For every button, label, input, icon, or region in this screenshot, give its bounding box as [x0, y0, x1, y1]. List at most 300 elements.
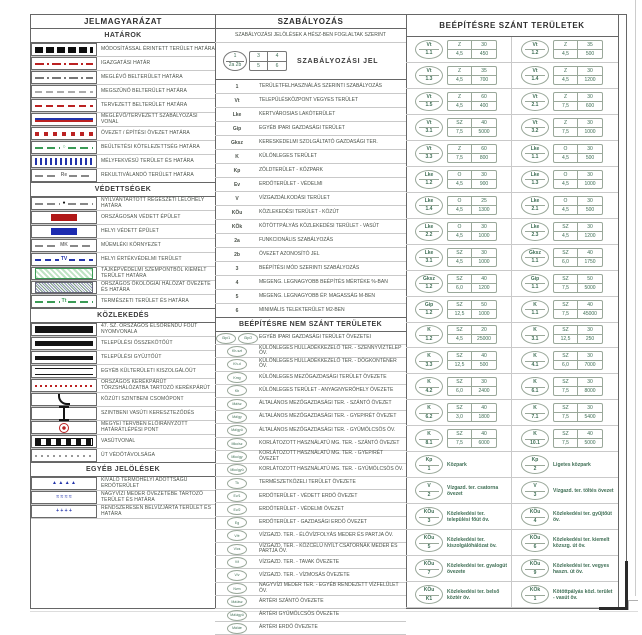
legend-row — [31, 351, 215, 365]
zoning-plot-size: 250 — [585, 336, 595, 343]
regulation-sign-label: SZABÁLYOZÁSI JEL — [297, 57, 379, 65]
zoning-plot-size: 5000 — [584, 284, 596, 291]
zone-sign: Má/gy — [227, 412, 247, 423]
legend-row-label: 47. SZ. ORSZÁGOS ELSŐRENDŰ FŐÚT NYOMVONALA — [101, 323, 198, 335]
legend-row — [31, 113, 215, 127]
non-buildable-list — [215, 332, 406, 635]
legend-symbol — [35, 228, 93, 235]
zoning-sign-cell — [406, 141, 512, 166]
zoning-sign — [521, 118, 549, 137]
zoning-sign-label: Közlekedési ter. gyalogút övezete — [447, 562, 508, 575]
zoning-parameter-box — [553, 351, 603, 370]
zoning-sign — [521, 40, 549, 59]
zone-legend-label: VÍZGAZD. TER. - ÉLŐVÍZFOLYÁS MEDER ÉS PARTJA ÖV. — [259, 532, 394, 539]
zoning-sign — [415, 351, 443, 370]
legend-row — [31, 197, 215, 211]
zoning-sign-code: Lke — [424, 171, 434, 178]
zoning-plot-size: 2400 — [478, 388, 490, 395]
zoning-parameter-box — [553, 170, 603, 189]
regulation-code: Vt — [234, 97, 240, 104]
zoning-row — [406, 219, 618, 245]
symbol-text: TV — [60, 256, 68, 262]
zoning-plot-size: 600 — [585, 102, 595, 109]
zoning-mode: Z — [448, 93, 472, 102]
zone-sign: Kh-szt — [227, 346, 247, 357]
sign-grid-cell: 6 — [275, 63, 279, 69]
zoning-height: 7,5 — [554, 387, 578, 395]
sign-circle-bottom: 2a 2b — [228, 62, 242, 68]
symbol-line — [35, 326, 93, 333]
legend-symbol — [35, 63, 93, 65]
zoning-sign-number: 4.2 — [425, 387, 433, 394]
zoning-parameter-box — [447, 325, 497, 344]
zoning-mode: O — [554, 197, 578, 206]
zoning-sign-code: V — [533, 483, 537, 490]
zoning-sign-number: 2.1 — [531, 206, 539, 213]
zoning-sign-code: Gip — [530, 275, 540, 282]
zoning-coverage: 40 — [472, 275, 496, 284]
symbol-line — [35, 158, 93, 165]
regulation-code-row — [215, 248, 406, 262]
zoning-sign — [521, 92, 549, 111]
zone-sign: Má/sz — [227, 399, 247, 410]
zoning-sign-code: K — [427, 379, 431, 386]
legend-symbol — [35, 91, 93, 93]
zone-sign: Tk — [227, 478, 247, 489]
legend-symbol — [35, 481, 93, 486]
zoning-sign — [521, 351, 549, 370]
legend-row-label: MEGYEI TERVBEN ELŐIRÁNYZOTT HATÁRÁTLÉPÉSI PONT — [101, 421, 188, 433]
zoning-sign-cell — [406, 115, 512, 140]
legend-symbol — [35, 385, 93, 387]
legend-row-label: NYILVÁNTARTOTT RÉGÉSZETI LELŐHELY HATÁRA — [101, 197, 205, 209]
zone-legend-row — [215, 398, 406, 411]
zoning-sign-cell — [512, 219, 618, 244]
symbol-line — [35, 268, 93, 279]
legend-row-label: TELEPÜLÉSI GYŰJTŐÚT — [101, 353, 162, 360]
zoning-mode: Z — [554, 93, 578, 102]
symbol-cell — [31, 57, 97, 70]
sign-circle-top: 1 — [233, 53, 237, 59]
legend-row — [31, 477, 215, 491]
zoning-sign-cell — [406, 504, 512, 529]
zoning-sign-number: 1.2 — [425, 310, 433, 317]
zoning-coverage: 30 — [472, 41, 496, 50]
zoning-parameter-box — [553, 40, 603, 59]
legend-row — [31, 169, 215, 183]
legend-symbol — [35, 495, 93, 500]
zoning-sign-label: Ligetes közpark — [553, 461, 591, 468]
page-corner-mark — [628, 600, 638, 610]
zoning-sign-code: K — [533, 301, 537, 308]
zoning-parameter-box — [447, 274, 497, 293]
legend-row — [31, 435, 215, 449]
symbol-cell — [31, 491, 97, 504]
zoning-parameter-box — [553, 196, 603, 215]
zone-sign-cell — [215, 623, 259, 634]
zoning-sign-label: Közlekedési ter. települési főút öv. — [447, 510, 490, 523]
zoning-sign-code: K — [427, 431, 431, 438]
zoning-sign-number: 6 — [533, 543, 537, 550]
sign-grid-cell: 3 — [250, 52, 268, 62]
regulation-code-label: ERDŐTERÜLET - VÉDELMI — [259, 180, 323, 187]
zone-sign-cell — [215, 491, 259, 502]
symbol-line — [35, 282, 93, 293]
zone-sign-cell — [215, 399, 259, 410]
zoning-sign-code: KÖu — [423, 535, 435, 542]
zone-legend-label: ÁLTALÁNOS MEZŐGAZDASÁGI TER. - SZÁNTÓ ÖVEZET — [259, 400, 392, 407]
regulation-column — [215, 15, 407, 631]
regulation-code-row — [215, 276, 406, 290]
zoning-height: 4,5 — [448, 232, 472, 240]
zoning-sign-cell — [406, 478, 512, 503]
legend-row-label: MÉLYFEKVÉSŰ TERÜLET ÉS HATÁRA — [101, 157, 194, 164]
zoning-mode: O — [448, 197, 472, 206]
zoning-sign — [521, 274, 549, 293]
symbol-line — [35, 245, 58, 247]
zoning-sign-number: 1 — [427, 465, 431, 472]
zone-sign: Má/gyü — [227, 425, 247, 436]
legend-row-label: NAGYVÍZI MEDER ÖVEZETÉBE TARTOZÓ TERÜLET ÉS HATÁRA — [101, 491, 204, 503]
legend-row-label: MEGSZŰNŐ BELTERÜLET HATÁRA — [101, 87, 187, 94]
zoning-plot-size: 700 — [479, 76, 489, 83]
zoning-coverage: 30 — [578, 223, 602, 232]
zone-legend-row — [215, 385, 406, 398]
zoning-sign — [415, 40, 443, 59]
legend-row — [31, 127, 215, 141]
zoning-sign — [415, 144, 443, 163]
zoning-sign-code: Lke — [424, 197, 434, 204]
zone-sign-cell — [215, 610, 259, 621]
legend-table — [30, 14, 627, 631]
zoning-height: 4,5 — [448, 102, 472, 110]
zoning-sign-code: Lke — [530, 171, 540, 178]
zoning-sign-cell — [512, 297, 618, 322]
zoning-height: 7,5 — [448, 128, 472, 136]
symbol-line — [68, 147, 93, 149]
regulation-code-row — [215, 150, 406, 164]
zone-sign-cell — [215, 438, 259, 449]
regulation-code-label: MEGENG. LEGNAGYOBB ÉP. MAGASSÁG M-BEN — [259, 292, 376, 299]
zoning-sign-code: Gip — [424, 301, 434, 308]
zoning-row — [406, 115, 618, 141]
zoning-sign-label: Kötöttpályás közl. terület - vasút öv. — [553, 588, 613, 601]
zoning-plot-size: 400 — [479, 102, 489, 109]
legend-row — [31, 365, 215, 379]
legend-row — [31, 449, 215, 463]
buildable-header: BEÉPÍTÉSRE SZÁNT TERÜLETEK — [406, 15, 618, 37]
symbol-cell — [31, 435, 97, 448]
regulation-code-row — [215, 206, 406, 220]
zoning-sign — [415, 403, 443, 422]
symbol-line — [35, 63, 93, 65]
zoning-sign-cell — [406, 530, 512, 555]
legend-symbol — [35, 282, 93, 293]
zoning-mode: SZ — [448, 326, 472, 335]
zoning-plot-size: 800 — [479, 154, 489, 161]
zoning-sign — [521, 144, 549, 163]
zoning-sign — [521, 325, 549, 344]
legend-row — [31, 71, 215, 85]
regulation-code: Gksz — [231, 139, 243, 146]
zoning-sign-number: 1.4 — [531, 76, 539, 83]
symbol-cell — [31, 169, 97, 182]
zoning-mode: Z — [554, 119, 578, 128]
legend-row-label: BEÜLTETÉSI KÖTELEZETTSÉG HATÁRA — [101, 143, 200, 150]
zone-legend-label: KÜLÖNLEGES HULLADÉKKEZELŐ TER. - DÖGKONTÉNER ÖV. — [259, 357, 397, 370]
regulation-code-label: TERÜLETFELHASZNÁLÁS SZERINTI SZABÁLYOZÁS — [259, 82, 382, 89]
sign-circle — [223, 51, 247, 71]
zoning-coverage: 40 — [472, 404, 496, 413]
zoning-sign — [415, 300, 443, 319]
zone-legend-row — [215, 451, 406, 464]
zoning-sign-code: Lke — [530, 197, 540, 204]
zoning-sign — [415, 481, 443, 500]
legend-row — [31, 379, 215, 393]
symbol-line — [35, 147, 60, 149]
zone-legend-label: ÁRTÉRI GYÜMÖLCSÖS ÖVEZETE — [259, 611, 340, 618]
non-buildable-header: BEÉPÍTÉSRE NEM SZÁNT TERÜLETEK — [215, 317, 406, 332]
zoning-height: 4,5 — [448, 76, 472, 84]
regulation-code-row — [215, 108, 406, 122]
zoning-sign-cell — [512, 374, 618, 399]
zoning-sign-cell — [406, 89, 512, 114]
zoning-sign-code: K — [427, 353, 431, 360]
zoning-mode: SZ — [554, 249, 578, 258]
regulation-code: Kp — [233, 167, 241, 174]
zoning-sign-label: Közlekedési ter. belső köztér öv. — [447, 588, 500, 601]
zoning-row — [406, 323, 618, 349]
symbol-cell — [31, 323, 97, 336]
zoning-sign-cell — [406, 167, 512, 192]
zoning-sign-number: 1.5 — [425, 102, 433, 109]
legend-row-label: MEGLÉVŐ/TERVEZETT SZABÁLYOZÁSI VONAL — [101, 113, 198, 125]
zone-sign-cell — [215, 385, 259, 396]
zone-legend-label: EGYÉB IPARI GAZDASÁGI TERÜLET ÖVEZETEI — [259, 334, 371, 341]
zoning-sign-cell — [512, 504, 618, 529]
zoning-height: 7,5 — [554, 102, 578, 110]
zoning-plot-size: 5000 — [584, 440, 596, 447]
zone-sign: Mko/sz — [227, 438, 247, 449]
zoning-sign-number: 1.3 — [531, 180, 539, 187]
legend-row-label: HELYI VÉDETT ÉPÜLET — [101, 227, 159, 234]
zoning-coverage: 50 — [578, 275, 602, 284]
zoning-coverage: 30 — [578, 171, 602, 180]
zoning-sign-code: K — [533, 353, 537, 360]
zoning-sign-code: KÖu — [423, 587, 435, 594]
zoning-height: 12,5 — [554, 335, 578, 343]
zoning-sign-number: 7 — [427, 569, 431, 576]
zoning-sign-code: K — [533, 379, 537, 386]
legend-row — [31, 505, 215, 519]
zoning-mode: O — [554, 171, 578, 180]
regulation-code-row — [215, 262, 406, 276]
zoning-mode: SZ — [554, 223, 578, 232]
symbol-cell — [31, 239, 97, 252]
zoning-plot-size: 45000 — [583, 310, 597, 317]
zone-sign-cell — [215, 530, 259, 541]
zoning-sign — [415, 66, 443, 85]
symbol-line — [35, 132, 93, 136]
zoning-coverage: 40 — [472, 430, 496, 439]
zoning-coverage: 30 — [578, 326, 602, 335]
zoning-sign-number: 1.1 — [531, 284, 539, 291]
regulation-code-label: MINIMÁLIS TELEKTERÜLET M2-BEN — [259, 306, 345, 313]
zoning-mode: O — [554, 145, 578, 154]
legend-row-label: MEGLÉVŐ BELTERÜLET HATÁRA — [101, 73, 183, 80]
legend-row-label: TERVEZETT BELTERÜLET HATÁRA — [101, 101, 188, 108]
zoning-sign-cell — [406, 582, 512, 607]
zoning-mode: Z — [554, 41, 578, 50]
symbol-line — [58, 394, 70, 405]
zoning-sign-cell — [406, 37, 512, 62]
zoning-sign-number: 1.1 — [425, 50, 433, 57]
zoning-coverage: 30 — [578, 378, 602, 387]
zoning-sign-code: Vt — [426, 67, 432, 74]
zoning-mode: SZ — [448, 352, 472, 361]
regulation-code: K — [235, 153, 239, 160]
zone-legend-row — [215, 464, 406, 477]
zoning-mode: SZ — [554, 378, 578, 387]
zoning-mode: Z — [554, 67, 578, 76]
zone-legend-label: ÁLTALÁNOS MEZŐGAZDASÁGI TER. - GYÜMÖLCSÖS ÖV. — [259, 426, 396, 433]
zoning-row — [406, 556, 618, 582]
zoning-mode: SZ — [448, 404, 472, 413]
zone-legend-row — [215, 569, 406, 582]
zoning-sign-cell — [512, 400, 618, 425]
legend-symbol — [35, 299, 93, 304]
regulation-code-label: FUNKCIONÁLIS SZABÁLYOZÁS — [259, 236, 334, 243]
zoning-sign-code: Vt — [426, 119, 432, 126]
zoning-sign-cell — [512, 63, 618, 88]
zone-legend-row — [215, 517, 406, 530]
zoning-sign-number: 6.2 — [425, 413, 433, 420]
zoning-sign-cell — [406, 245, 512, 270]
section-header: EGYÉB JELÖLÉSEK — [31, 462, 215, 477]
zoning-sign-cell — [512, 37, 618, 62]
zoning-plot-size: 1200 — [584, 76, 596, 83]
zoning-sign — [521, 66, 549, 85]
symbol-cell — [31, 337, 97, 350]
zone-legend-label: NAGYVÍZI MEDER TER. - EGYÉB RENDEZETT VÍZFELÜLET ÖV. — [259, 582, 399, 594]
zoning-sign-number: 2 — [533, 465, 537, 472]
zoning-sign-label: Közlekedési ter. kiszolgálóhálózat öv. — [447, 536, 497, 549]
zoning-sign-code: K — [533, 327, 537, 334]
regulation-code: Gip — [232, 125, 242, 132]
zoning-plot-size: 500 — [585, 50, 595, 57]
zoning-sign-number: 3.2 — [531, 128, 539, 135]
zoning-sign-cell — [512, 478, 618, 503]
zoning-height: 4,5 — [448, 180, 472, 188]
zoning-sign-cell — [406, 374, 512, 399]
zoning-sign-cell — [406, 400, 512, 425]
regulation-code: Ev — [233, 181, 241, 188]
zoning-mode: SZ — [554, 404, 578, 413]
zoning-sign-cell — [512, 245, 618, 270]
zoning-parameter-box — [553, 274, 603, 293]
zoning-plot-size: 1750 — [584, 258, 596, 265]
zoning-sign-code: Vt — [426, 41, 432, 48]
legend-row-label: REKULTIVÁLANDÓ TERÜLET HATÁRA — [101, 171, 194, 178]
zoning-sign-code: KÖu — [529, 535, 541, 542]
zoning-coverage: 30 — [472, 378, 496, 387]
regulation-code-row — [215, 94, 406, 108]
zoning-plot-size: 1200 — [584, 232, 596, 239]
legend-row — [31, 43, 215, 57]
legend-symbol — [35, 173, 93, 178]
zoning-sign-number: K1 — [425, 595, 433, 602]
zoning-sign-number: 8.1 — [425, 439, 433, 446]
zone-legend-label: TERMÉSZETKÖZELI TERÜLET ÖVEZETE — [259, 479, 356, 486]
zoning-sign-code: KÖu — [423, 509, 435, 516]
zoning-sign-cell — [406, 348, 512, 373]
zoning-sign — [521, 507, 549, 526]
zoning-height: 4,5 — [448, 258, 472, 266]
regulation-code-list — [215, 80, 406, 318]
legend-symbol — [35, 423, 93, 433]
symbol-text: ● — [62, 200, 66, 206]
symbol-text: Re — [60, 172, 68, 178]
symbol-line — [35, 91, 93, 93]
zone-legend-label: KORLÁTOZOTT HASZNÁLATÚ MG. TER. - SZÁNTÓ ÖVEZET — [259, 439, 400, 446]
legend-row — [31, 421, 215, 435]
symbol-line — [69, 175, 93, 177]
zoning-mode: Z — [448, 41, 472, 50]
regulation-code: 3 — [235, 265, 239, 272]
zone-sign: V/t — [227, 557, 247, 568]
zoning-mode: SZ — [448, 249, 472, 258]
legend-symbol — [35, 257, 93, 262]
zoning-sign-number: 2.2 — [425, 232, 433, 239]
zoning-sign-number: 1 — [533, 595, 537, 602]
zoning-sign — [415, 325, 443, 344]
zoning-height: 7,5 — [554, 310, 578, 318]
symbol-line — [35, 175, 59, 177]
zoning-sign-code: K — [427, 405, 431, 412]
zoning-sign-number: 3 — [533, 491, 537, 498]
zone-legend-label: ERDŐTERÜLET - GAZDASÁGI ERDŐ ÖVEZET — [259, 518, 367, 525]
legend-row — [31, 393, 215, 407]
legend-symbol — [35, 438, 93, 446]
legend-row — [31, 211, 215, 225]
zoning-sign-code: Kp — [425, 457, 433, 464]
zoning-mode: O — [448, 223, 472, 232]
legend-row-label: KÖZÚTI SZINTBENI CSOMÓPONT — [101, 395, 184, 402]
zone-sign-cell — [215, 504, 259, 515]
zoning-plot-size: 1300 — [478, 206, 490, 213]
zoning-sign — [521, 481, 549, 500]
zoning-sign-code: Vt — [532, 119, 538, 126]
zone-legend-label: ERDŐTERÜLET - VÉDELMI ÖVEZET — [259, 505, 344, 512]
zoning-sign-number: 1.2 — [425, 284, 433, 291]
zoning-sign — [521, 196, 549, 215]
symbol-cell — [31, 141, 97, 154]
zoning-sign — [415, 118, 443, 137]
zoning-height: 7,5 — [554, 128, 578, 136]
symbol-cell — [31, 295, 97, 308]
zoning-parameter-box — [447, 222, 497, 241]
zoning-coverage: 30 — [578, 119, 602, 128]
symbol-cell — [31, 197, 97, 210]
zoning-height: 4,5 — [554, 232, 578, 240]
zoning-sign-code: K — [427, 327, 431, 334]
zoning-sign-number: 2 — [427, 491, 431, 498]
regulation-code-row — [215, 164, 406, 178]
zoning-sign-label: Közpark — [447, 461, 467, 468]
zoning-sign-code: KÖk — [529, 587, 541, 594]
symbol-cell — [31, 267, 97, 280]
zoning-sign-number: 9 — [533, 569, 537, 576]
